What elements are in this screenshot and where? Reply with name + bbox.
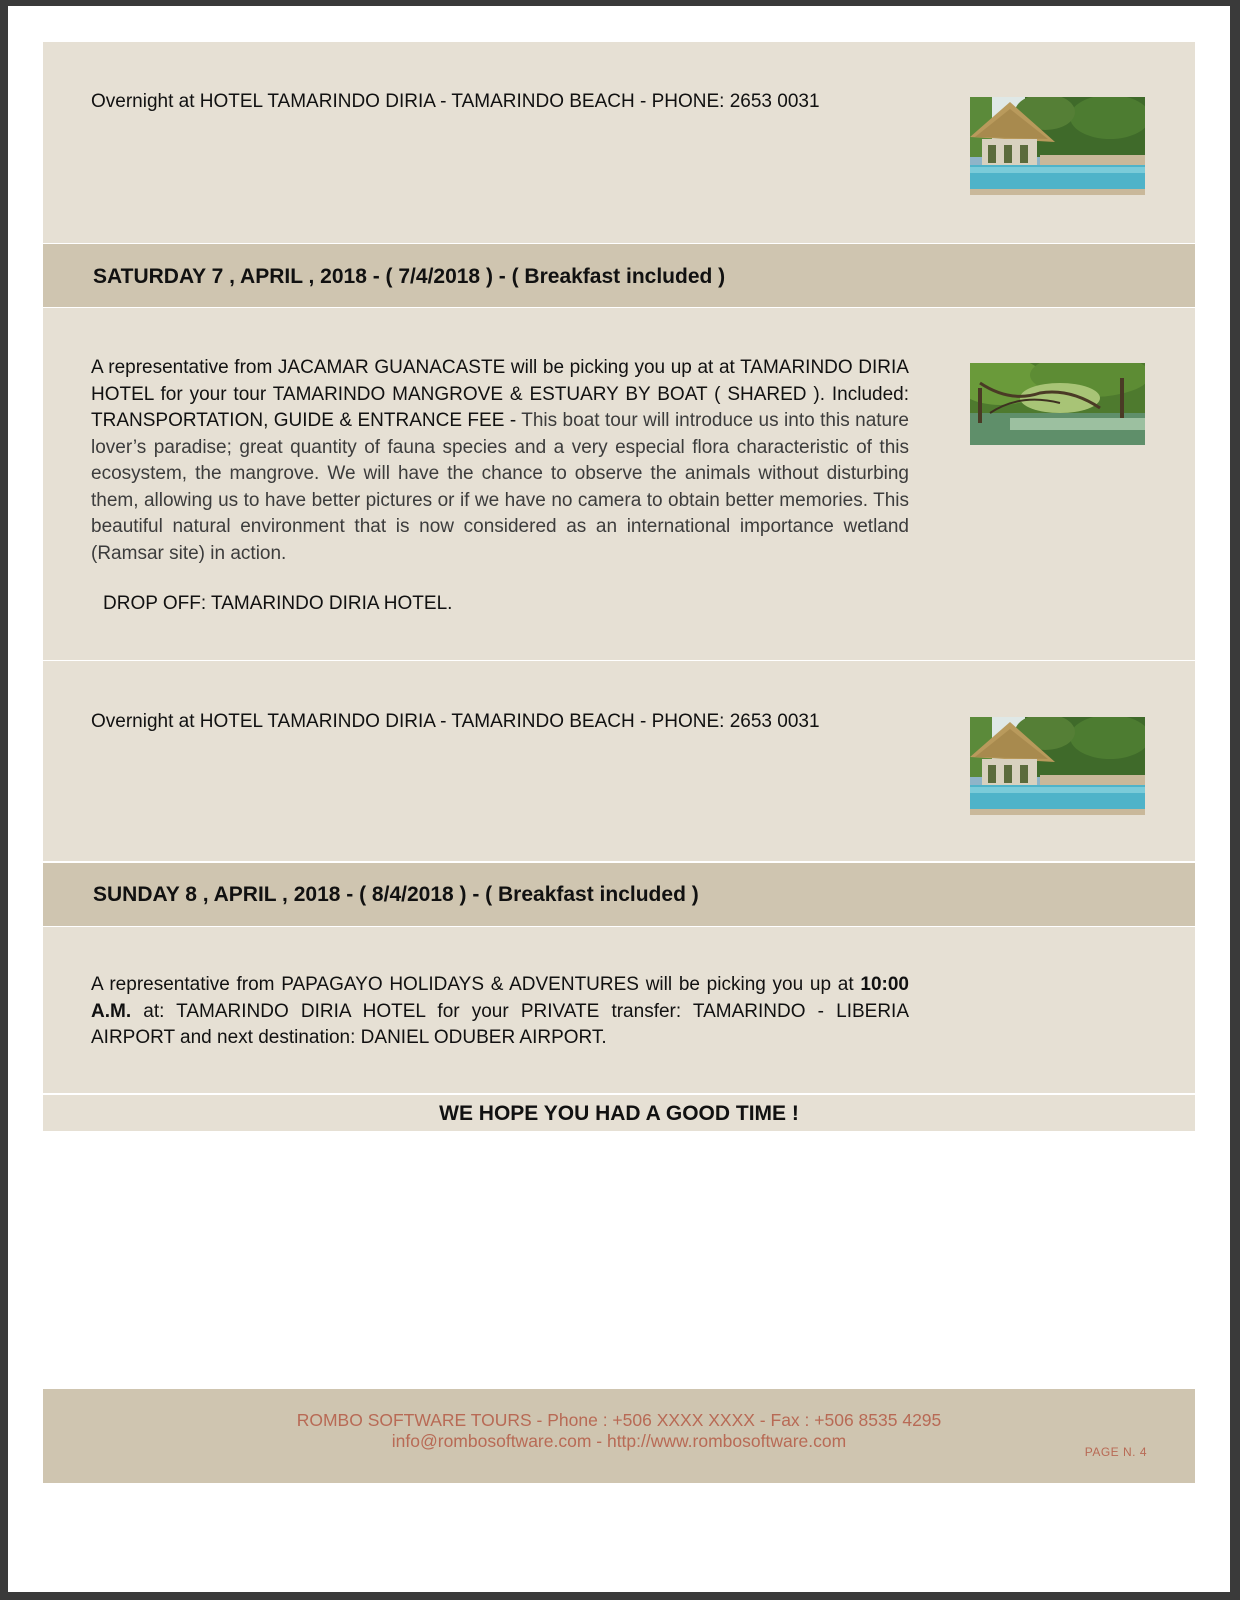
day-body-saturday [43, 308, 1195, 660]
tour-description [91, 355, 909, 567]
day-header-text: SATURDAY 7 , APRIL , 2018 - ( 7/4/2018 ) - ( Breakfast included ) [93, 265, 726, 288]
hotel-pool-image [970, 97, 1145, 195]
page-number: PAGE N. 4 [1084, 1445, 1147, 1459]
footer-contact-line: ROMBO SOFTWARE TOURS - Phone : +506 XXXX XXXX - Fax : +506 8535 4295 [296, 1410, 942, 1430]
transfer-intro: A representative from PAPAGAYO HOLIDAYS & ADVENTURES will be picking you up at [91, 974, 861, 995]
overnight-text: Overnight at HOTEL TAMARINDO DIRIA - TAMARINDO BEACH - PHONE: 2653 0031 [91, 711, 820, 732]
overnight-text: Overnight at HOTEL TAMARINDO DIRIA - TAMARINDO BEACH - PHONE: 2653 0031 [91, 91, 820, 112]
overnight-section-2 [43, 661, 1195, 861]
transfer-description [91, 972, 909, 1052]
mangrove-image [970, 363, 1145, 445]
footer-web-line: info@rombosoftware.com - http://www.rombosoftware.com [391, 1431, 847, 1451]
pickup-time: 10:00 A.M. [91, 974, 909, 1022]
day-header-sunday [43, 863, 1195, 926]
tour-intro: A representative from JACAMAR GUANACASTE will be picking you up at at TAMARINDO DIRIA HOTEL for your tour TAMARINDO MANGROVE & ESTUARY BY BOAT ( SHARED ). Included: TRANSPORTATION, GUIDE & ENTRANCE FEE - [91, 357, 909, 431]
tour-details: This boat tour will introduce us into this nature lover’s paradise; great quantity of fauna species and a very especial flora characteristic of this ecosystem, the mangrove. We will have the chance to observe the animals without disturbing them, allowing us to have better pictures or if we have no camera to obtain better memories. This beautiful natural environment that is now considered as an international importance wetland (Ramsar site) in action. [91, 410, 909, 564]
hotel-pool-image [970, 717, 1145, 815]
overnight-section-1 [43, 42, 1195, 243]
day-header-text: SUNDAY 8 , APRIL , 2018 - ( 8/4/2018 ) - ( Breakfast included ) [93, 883, 699, 906]
footer [43, 1389, 1195, 1483]
day-body-sunday [43, 927, 1195, 1093]
day-header-saturday [43, 244, 1195, 307]
dropoff-text: DROP OFF: TAMARINDO DIRIA HOTEL. [103, 593, 453, 614]
closing-section [43, 1095, 1195, 1131]
transfer-details: at: TAMARINDO DIRIA HOTEL for your PRIVATE transfer: TAMARINDO - LIBERIA AIRPORT and next destination: DANIEL ODUBER AIRPORT. [91, 1000, 909, 1048]
document-page [8, 6, 1230, 1592]
closing-message: WE HOPE YOU HAD A GOOD TIME ! [439, 1102, 799, 1125]
